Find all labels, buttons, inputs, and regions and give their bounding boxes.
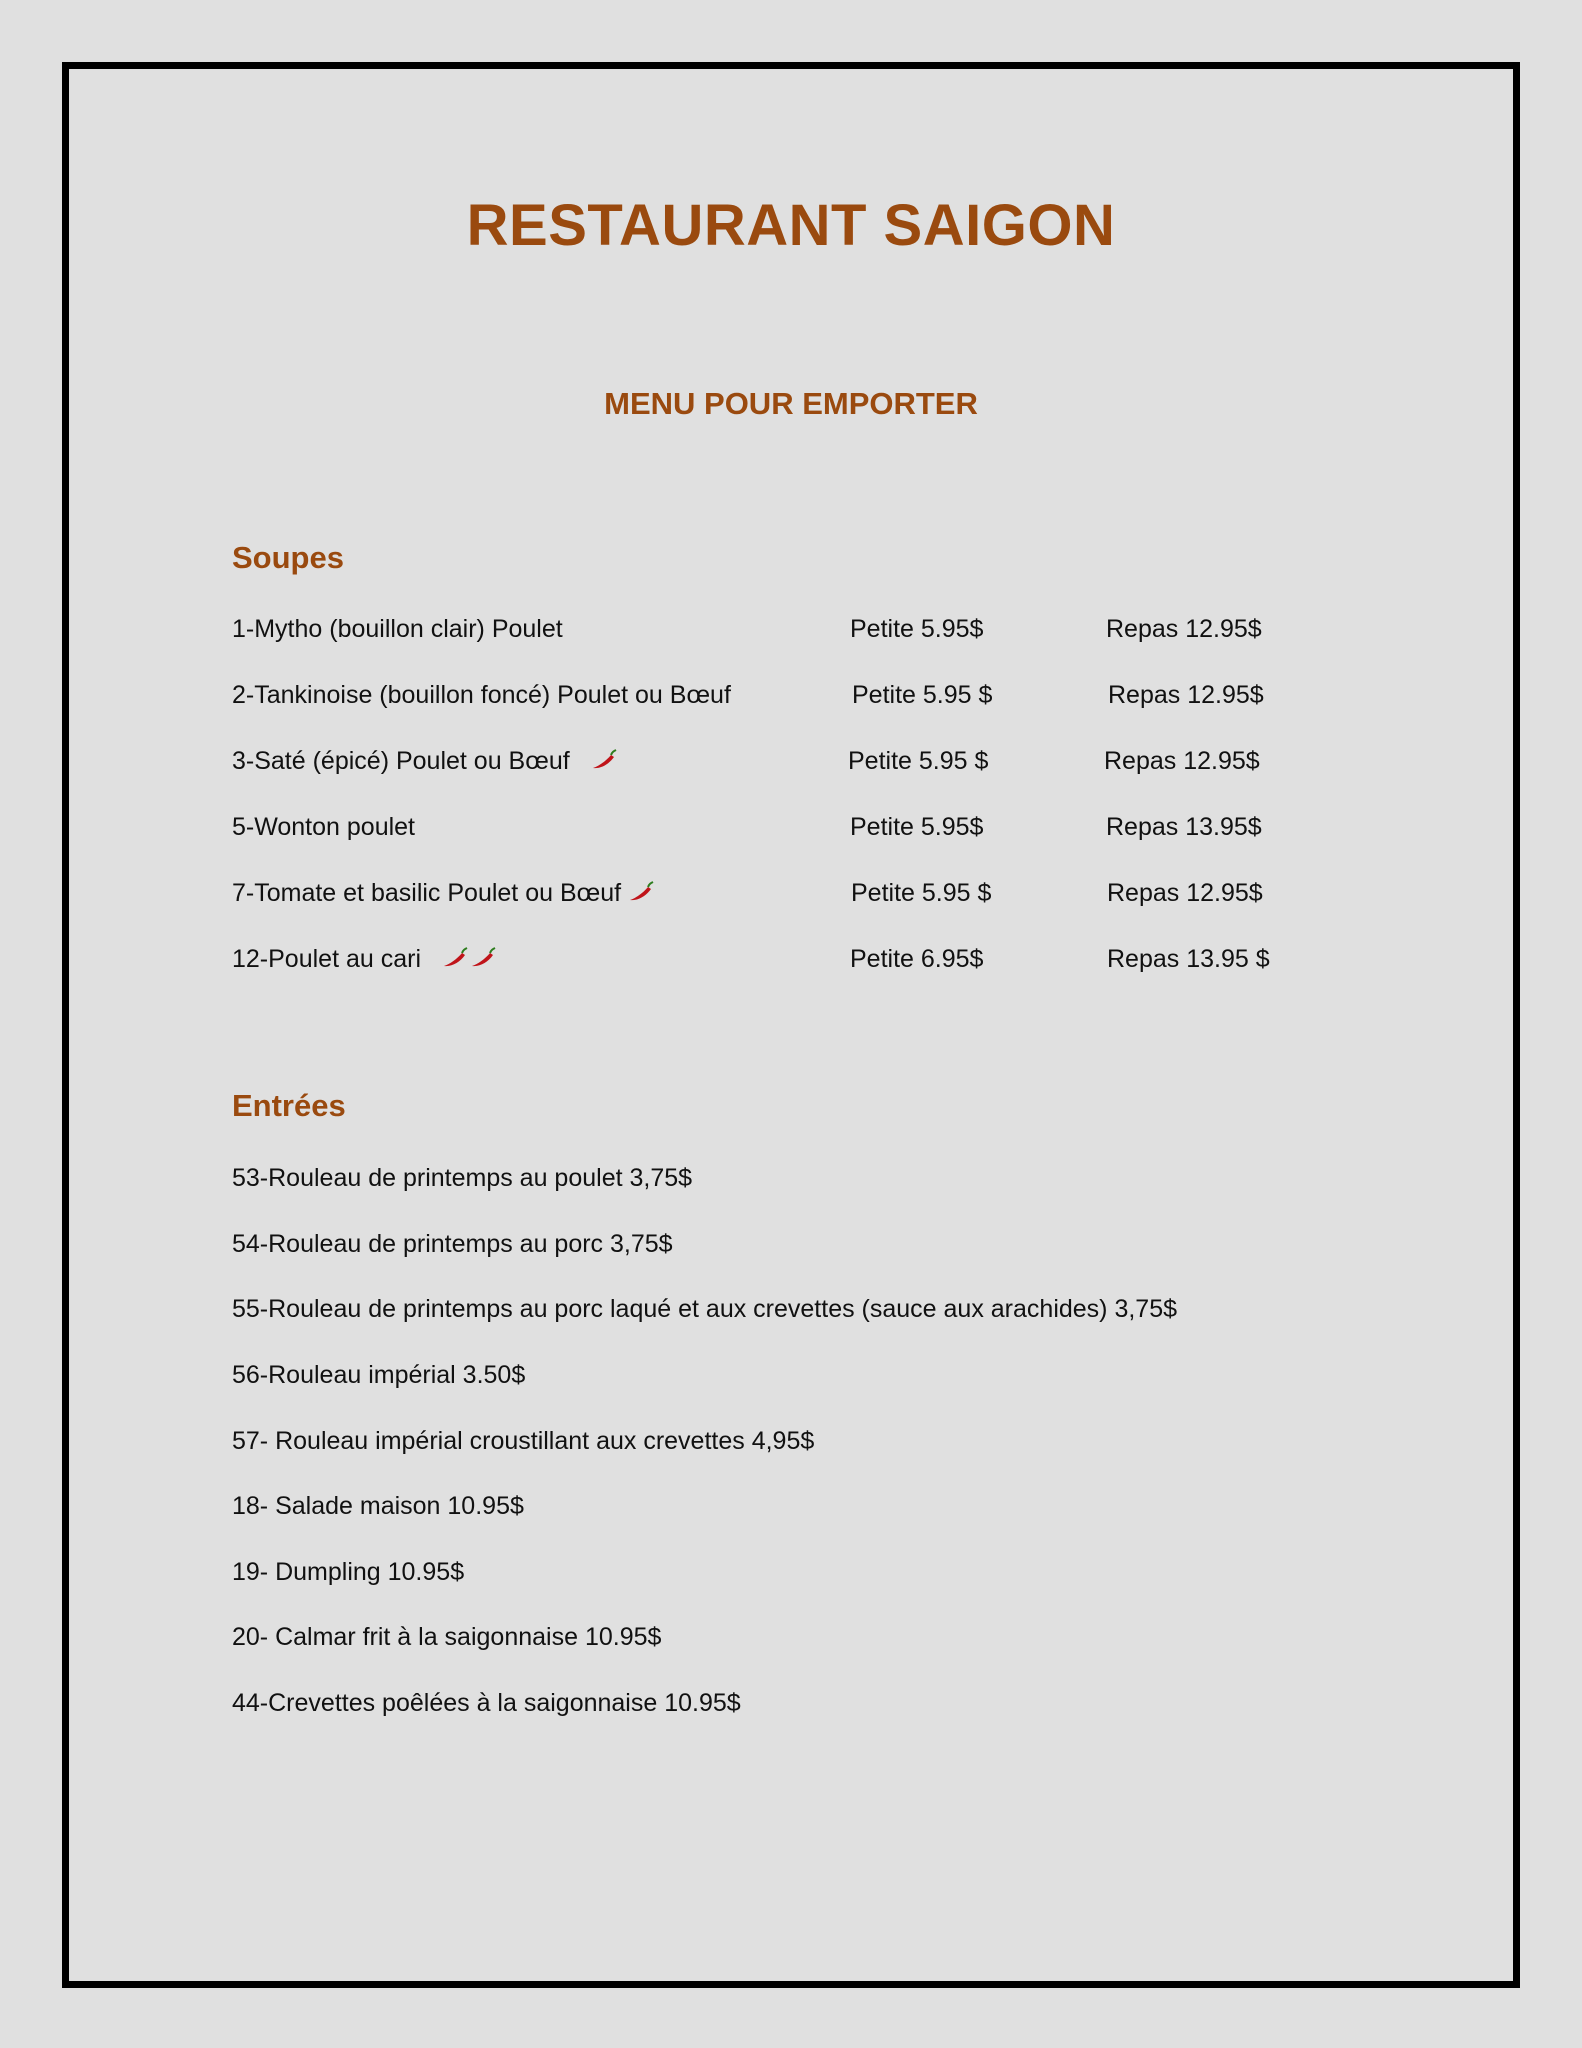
entree-item: 56-Rouleau impérial 3.50$ — [232, 1361, 526, 1389]
soup-item-small-price: Petite 5.95$ — [850, 813, 984, 841]
entree-item: 55-Rouleau de printemps au porc laqué et aux crevettes (sauce aux arachides) 3,75$ — [232, 1295, 1178, 1323]
soup-item-meal-price: Repas 12.95$ — [1108, 681, 1264, 709]
soup-item-meal-price: Repas 13.95$ — [1106, 813, 1262, 841]
entree-item: 20- Calmar frit à la saigonnaise 10.95$ — [232, 1623, 662, 1651]
soup-item — [0, 879, 1582, 919]
soup-item-name: 12-Poulet au cari — [232, 945, 422, 973]
soup-item-name: 1-Mytho (bouillon clair) Poulet — [232, 615, 563, 643]
chili-pepper-icon — [590, 749, 618, 771]
soup-item — [0, 747, 1582, 787]
soup-item-meal-price: Repas 12.95$ — [1106, 615, 1262, 643]
entree-item: 19- Dumpling 10.95$ — [232, 1558, 465, 1586]
section-heading-soupes: Soupes — [232, 540, 344, 575]
soup-item-name: 2-Tankinoise (bouillon foncé) Poulet ou Bœuf — [232, 681, 731, 709]
entree-item: 54-Rouleau de printemps au porc 3,75$ — [232, 1230, 673, 1258]
soup-item — [0, 681, 1582, 721]
entree-item: 53-Rouleau de printemps au poulet 3,75$ — [232, 1164, 693, 1192]
soup-item-name: 3-Saté (épicé) Poulet ou Bœuf — [232, 747, 570, 775]
soup-item-meal-price: Repas 12.95$ — [1104, 747, 1260, 775]
chili-pepper-icon — [441, 947, 469, 969]
entree-item: 44-Crevettes poêlées à la saigonnaise 10.95$ — [232, 1689, 741, 1717]
section-heading-entrees: Entrées — [232, 1088, 346, 1123]
soup-item-name: 7-Tomate et basilic Poulet ou Bœuf — [232, 879, 622, 907]
soup-item — [0, 945, 1582, 985]
soup-item-name-wrap — [232, 945, 497, 974]
soup-item-small-price: Petite 6.95$ — [850, 945, 984, 973]
soup-item — [0, 813, 1582, 853]
soup-item-name-wrap — [232, 879, 655, 908]
entree-item: 57- Rouleau impérial croustillant aux crevettes 4,95$ — [232, 1427, 815, 1455]
soup-item-meal-price: Repas 12.95$ — [1107, 879, 1263, 907]
soup-item — [0, 615, 1582, 655]
soup-item-small-price: Petite 5.95 $ — [851, 879, 992, 907]
entree-item: 18- Salade maison 10.95$ — [232, 1492, 524, 1520]
soup-item-small-price: Petite 5.95$ — [850, 615, 984, 643]
soup-item-meal-price: Repas 13.95 $ — [1107, 945, 1270, 973]
chili-pepper-icon — [627, 881, 655, 903]
soup-item-name-wrap — [232, 747, 618, 776]
soup-item-small-price: Petite 5.95 $ — [852, 681, 993, 709]
restaurant-title: RESTAURANT SAIGON — [466, 193, 1116, 258]
soup-item-name: 5-Wonton poulet — [232, 813, 415, 841]
soup-item-small-price: Petite 5.95 $ — [848, 747, 989, 775]
chili-pepper-icon — [469, 947, 497, 969]
menu-subtitle: MENU POUR EMPORTER — [604, 386, 978, 421]
